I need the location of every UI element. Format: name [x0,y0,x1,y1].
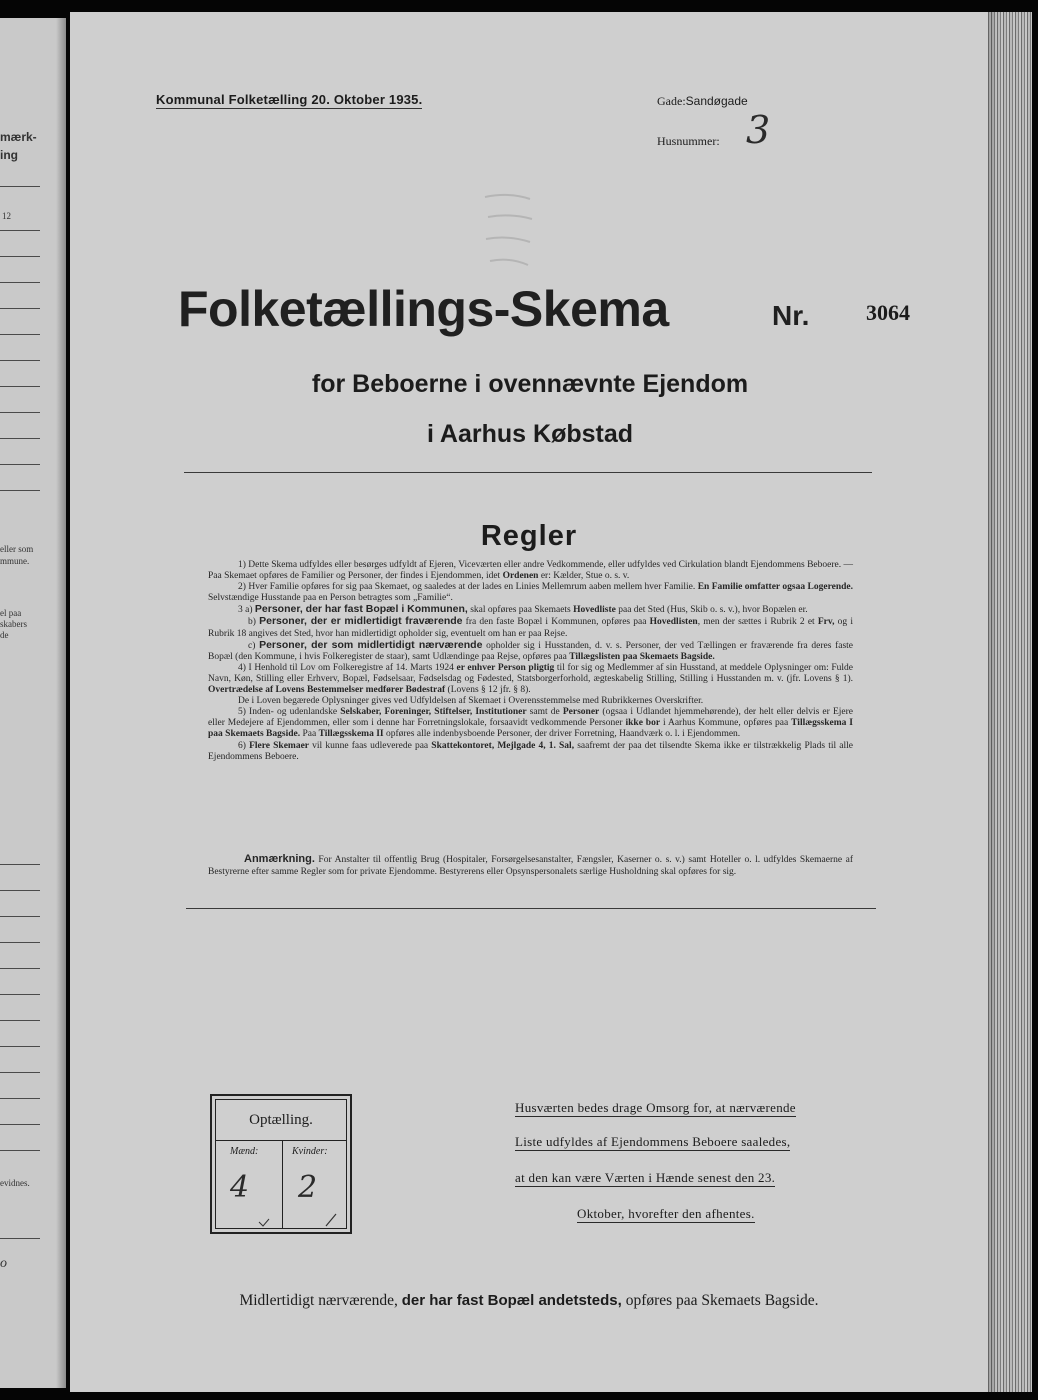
form-title: Folketællings-Skema [178,281,669,337]
left-page-rule [0,334,40,335]
women-label: Kvinder: [292,1146,328,1157]
left-page-rule [0,1072,40,1073]
notice-line-2: Liste udfyldes af Ejendommens Beboere saaledes, [515,1134,791,1149]
rule-4: 4) I Henhold til Lov om Folkeregistre af 14. Marts 1924 er enhver Person pligtig til for sig og Medlemmer af sin Husstand, at meddele Oplysninger om: Fulde Navn, Køn, Stilling eller Erhverv, Bopæl, Fødselsaar, Fødselsdag og Fødested, Statsborgerforhold, ægteskabelig Stilling, Stilling i Husstanden m. v. (jfr. Lovens § 1). Overtrædelse af Lovens Bestemmelser medfører Bødestraf (Lovens § 12 jfr. § 8). [208,662,854,696]
adjacent-page-left [0,18,66,1388]
page-fold-shadow [56,18,66,1388]
rules-text [208,560,853,763]
notice-line-4: Oktober, hvorefter den afhentes. [577,1206,755,1221]
rule-3a: 3 a) Personer, der har fast Bopæl i Kommunen, skal opføres paa Skemaets Hovedliste paa det Sted (Hus, Skib o. s. v.), hvor Bopælen er. [238,603,808,616]
notice-line-1: Husværten bedes drage Omsorg for, at nærværende [515,1100,796,1115]
left-page-fragment: eller som [0,544,34,554]
rule-3b: b) Personer, der er midlertidigt fraværende fra den faste Bopæl i Kommunen, opføres paa Hovedlisten, men der sættes i Rubrik 2 et Frv, og i Rubrik 18 angives det Sted, hvor han midlertidigt opholder sig, eventuelt om han er paa Rejse. [208,615,854,639]
left-page-rule [0,256,40,257]
left-page-rule [0,230,40,231]
form-number: 3064 [866,300,910,325]
left-page-fragment: mærk- [0,130,37,144]
left-page-rule [0,282,40,283]
rule-5: 5) Inden- og udenlandske Selskaber, Foreninger, Stiftelser, Institutioner samt de Personer (ogsaa i Udlandet hjemmehørende), der helt eller delvis er Ejere eller Medejere af Ejendommen, eller som i denne har Forretningslokale, forsaavidt vedkommende Personer ikke bor i Aarhus Kommune, opføres paa Tillægsskema I paa Skemaets Bagside. Paa Tillægsskema II opføres alle indenbysboende Personer, der driver Forretning, Haandværk o. l. i Ejendommen. [208,707,853,740]
left-page-fragment: de [0,630,9,640]
rule-3c: c) Personer, der som midlertidigt nærværende opholder sig i Husstanden, d. v. s. Personer, der ved Tællingen er fraværende fra deres faste Bopæl (den Kommune, i hvis Folkeregister de staar), samt Udlændinge paa Rejse, opføres paa Tillægslisten paa Skemaets Bagside. [208,638,854,662]
left-page-rule [0,464,40,465]
street-field [657,92,748,110]
left-page-rule [0,360,40,361]
street-label: Gade: [657,94,686,108]
count-box [210,1094,352,1234]
left-page-fragment: 12 [2,211,11,221]
left-page-rule [0,916,40,917]
rule-4b: De i Loven begærede Oplysninger gives ved Udfyldelsen af Skemaet i Overensstemmelse med Rubrikkernes Overskrifter. [238,696,704,707]
left-page-rule [0,942,40,943]
rules-heading: Regler [480,520,578,552]
note-label: Anmærkning. [244,853,315,865]
left-page-rule [0,968,40,969]
left-page-rule [0,308,40,309]
left-page-rule [0,1150,40,1151]
house-number-label: Husnummer: [657,134,720,148]
form-nr-label: Nr. [772,300,810,331]
left-page-rule [0,490,40,491]
house-number-value: 3 [746,108,771,152]
rule-1: 1) Dette Skema udfyldes eller besørges udfyldt af Ejeren, Viceværten eller andre Vedkommende, eller udfyldes ved Cirkulation blandt Ejendommens Beboere. — Paa Skemaet opføres de Familier og Personer, der findes i Ejendommen, idet Ordenen er: Kælder, Stue o. s. v. [208,560,853,582]
men-count: 4 [230,1170,250,1205]
left-page-fragment: evidnes. [0,1178,30,1188]
left-page-fragment: o [0,1256,7,1271]
left-page-rule [0,994,40,995]
left-page-rule [0,186,40,187]
left-page-rule [0,438,40,439]
left-page-fragment: ing [0,148,18,162]
divider-bottom [186,908,876,909]
checkmark-icon [324,1212,338,1228]
note-block [208,854,853,878]
note-text: For Anstalter til offentlig Brug (Hospitaler, Forsørgelsesanstalter, Fængsler, Kaserner o. s. v.) samt Hoteller o. l. udfyldes Skemaerne af Bestyrerne efter samme Regler som for private Ejendomme. Bestyrerens eller Opsynspersonalets særlige Husholdning skal opføres for sig. [208,855,853,877]
checkmark-icon [258,1218,270,1228]
left-page-rule [0,1020,40,1021]
left-page-fragment: mmune. [0,556,30,566]
count-title: Optælling. [249,1112,313,1128]
street-value: Sandøgade [685,94,748,108]
women-count: 2 [298,1170,318,1205]
left-page-rule [0,1098,40,1099]
left-page-rule [0,890,40,891]
notice-line-3: at den kan være Værten i Hænde senest den 23. [515,1170,776,1185]
left-page-fragment: skabers [0,619,27,629]
form-subtitle-1: for Beboerne i ovennævnte Ejendom [311,370,749,398]
men-label: Mænd: [230,1146,259,1157]
form-subtitle-2: i Aarhus Købstad [426,420,634,448]
left-page-rule [0,864,40,865]
left-page-rule [0,412,40,413]
left-page-rule [0,1238,40,1239]
page-edges-right [986,12,1032,1392]
count-column-divider [282,1140,283,1228]
left-page-rule [0,1124,40,1125]
rule-2: 2) Hver Familie opføres for sig paa Skemaet, og saaledes at der lades en Linies Mellemrum aaben mellem hver Familie. En Familie omfatter ogsaa Logerende. Selvstændige Husstande paa en Person betragtes som „Familie“. [208,582,853,604]
left-page-rule [0,386,40,387]
bleed-through-marks [480,187,540,287]
rule-6: 6) Flere Skemaer vil kunne faas udleverede paa Skattekontoret, Mejlgade 4, 1. Sal, saafremt der paa det tilsendte Skema ikke er tilstrækkelig Plads til alle Ejendommens Beboere. [208,740,853,762]
left-page-fragment: el paa [0,608,22,618]
census-header: Kommunal Folketælling 20. Oktober 1935. [156,92,423,107]
footer-line: Midlertidigt nærværende, der har fast Bopæl andetsteds, opføres paa Skemaets Bagside. [239,1292,819,1309]
left-page-rule [0,1046,40,1047]
census-form-page [70,12,988,1392]
divider-top [184,472,872,473]
count-divider [216,1140,346,1141]
